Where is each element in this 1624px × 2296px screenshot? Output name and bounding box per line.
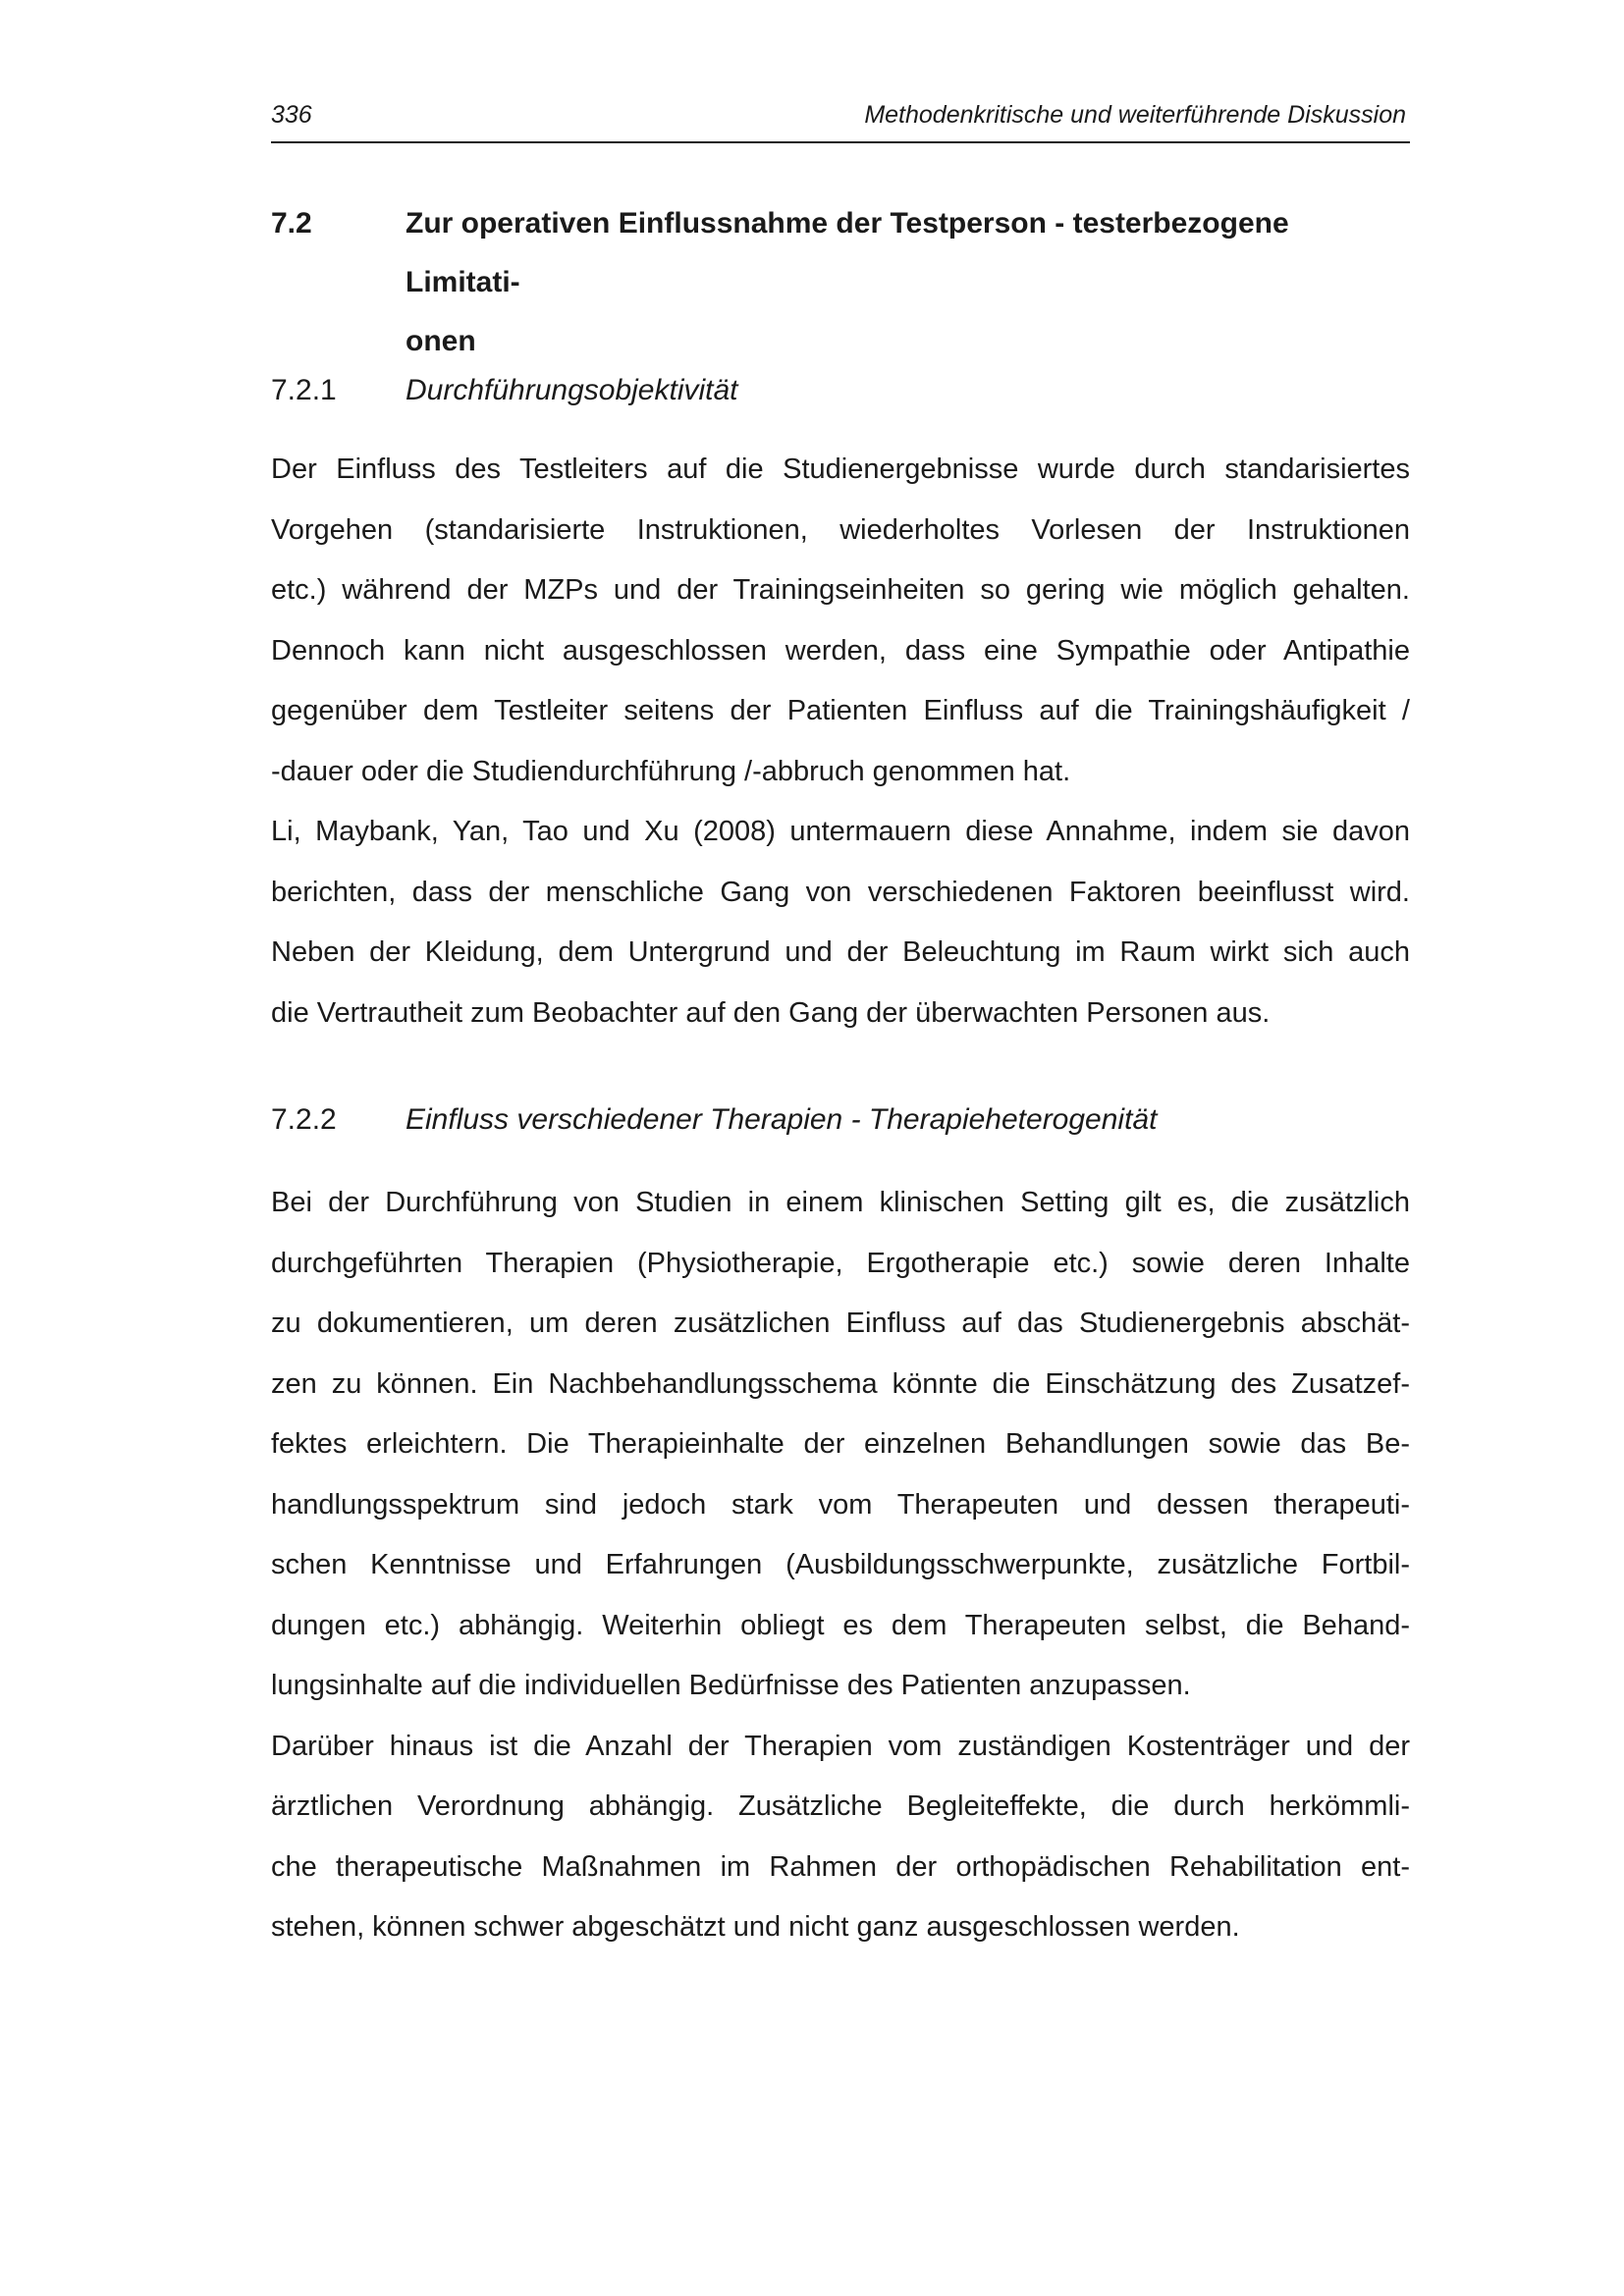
page-number: 336 (271, 101, 312, 129)
text-line: handlungsspektrum sind jedoch stark vom Therapeuten und dessen therapeuti- (271, 1488, 1410, 1521)
text-line: Neben der Kleidung, dem Untergrund und der Beleuchtung im Raum wirkt sich auch (271, 936, 1410, 968)
text-line: Bei der Durchführung von Studien in einem klinischen Setting gilt es, die zusätzlich (271, 1187, 1410, 1218)
body-paragraph (271, 1173, 1410, 1958)
subsection-number: 7.2.1 (271, 374, 337, 406)
text-line: die Vertrautheit zum Beobachter auf den Gang der überwachten Personen aus. (271, 996, 1271, 1029)
text-line: stehen, können schwer abgeschätzt und nicht ganz ausgeschlossen werden. (271, 1911, 1240, 1943)
text-line: fektes erleichtern. Die Therapieinhalte der einzelnen Behandlungen sowie das Be- (271, 1428, 1410, 1460)
text-line: gegenüber dem Testleiter seitens der Patienten Einfluss auf die Trainingshäufigkeit / (271, 695, 1410, 726)
section-number: 7.2 (271, 207, 312, 240)
text-line: Li, Maybank, Yan, Tao und Xu (2008) untermauern diese Annahme, indem sie davon (271, 816, 1410, 847)
text-line: durchgeführten Therapien (Physiotherapie, Ergotherapie etc.) sowie deren Inhalte (271, 1247, 1410, 1279)
text-line: ärztlichen Verordnung abhängig. Zusätzliche Begleiteffekte, die durch herkömmli- (271, 1790, 1410, 1822)
text-line: che therapeutische Maßnahmen im Rahmen der orthopädischen Rehabilitation ent- (271, 1850, 1410, 1883)
text-line: Vorgehen (standarisierte Instruktionen, wiederholtes Vorlesen der Instruktionen (271, 513, 1410, 546)
section-title-line: onen (406, 325, 476, 357)
text-line: -dauer oder die Studiendurchführung /-abbruch genommen hat. (271, 755, 1071, 787)
text-line: Dennoch kann nicht ausgeschlossen werden, dass eine Sympathie oder Antipathie (271, 634, 1410, 667)
text-line: zu dokumentieren, um deren zusätzlichen Einfluss auf das Studienergebnis abschät- (271, 1308, 1410, 1339)
text-line: lungsinhalte auf die individuellen Bedürfnisse des Patienten anzupassen. (271, 1670, 1191, 1701)
running-title: Methodenkritische und weiterführende Diskussion (864, 101, 1406, 129)
text-line: etc.) während der MZPs und der Trainingseinheiten so gering wie möglich gehalten. (271, 574, 1410, 606)
text-line: berichten, dass der menschliche Gang von verschiedenen Faktoren beeinflusst wird. (271, 876, 1410, 908)
running-header (271, 98, 1410, 143)
text-line: zen zu können. Ein Nachbehandlungsschema könnte die Einschätzung des Zusatzef- (271, 1367, 1410, 1400)
subsection-title: Einfluss verschiedener Therapien - Therapieheterogenität (406, 1103, 1158, 1136)
body-paragraph (271, 440, 1410, 1043)
text-line: Darüber hinaus ist die Anzahl der Therapien vom zuständigen Kostenträger und der (271, 1730, 1410, 1762)
text-line: Der Einfluss des Testleiters auf die Studienergebnisse wurde durch standarisiertes (271, 454, 1410, 485)
subsection-title: Durchführungsobjektivität (406, 374, 738, 406)
text-line: dungen etc.) abhängig. Weiterhin obliegt es dem Therapeuten selbst, die Behand- (271, 1609, 1410, 1641)
subsection-number: 7.2.2 (271, 1103, 337, 1136)
section-title-line: Zur operativen Einflussnahme der Testperson - testerbezogene Limitati- (406, 207, 1289, 298)
section-title (406, 194, 1407, 371)
text-line: schen Kenntnisse und Erfahrungen (Ausbildungsschwerpunkte, zusätzliche Fortbil- (271, 1549, 1410, 1580)
